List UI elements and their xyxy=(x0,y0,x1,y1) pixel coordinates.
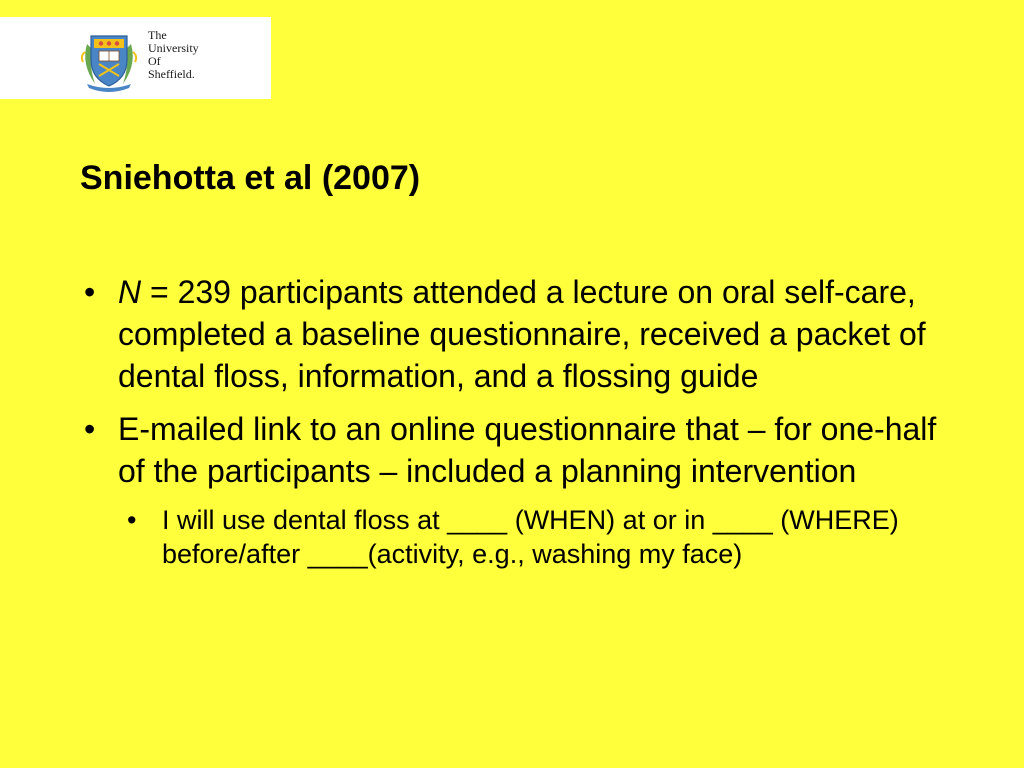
university-name xyxy=(148,29,199,81)
logo-line: Sheffield. xyxy=(148,67,195,81)
slide-title: Sniehotta et al (2007) xyxy=(80,159,421,197)
sub-bullet-text: I will use dental floss at ____ (WHEN) at or in ____ (WHERE) before/after ____(activity, e.g., washing my face) xyxy=(162,505,899,569)
logo-line: University xyxy=(148,41,199,55)
bullet-text: = 239 participants attended a lecture on oral self-care, completed a baseline questionnaire, received a packet of dental floss, information, and a flossing guide xyxy=(118,274,926,394)
bullet-prefix: N xyxy=(118,274,142,310)
bullet-text: E-mailed link to an online questionnaire that – for one-half of the participants – included a planning intervention xyxy=(118,411,937,489)
bullet-marker: • xyxy=(84,274,96,310)
logo-line: The xyxy=(148,28,167,42)
logo-line: Of xyxy=(148,54,161,68)
university-logo xyxy=(0,17,271,99)
bullet-item xyxy=(80,408,960,492)
slide-body xyxy=(80,271,960,571)
sub-bullet-item xyxy=(125,503,982,571)
bullet-marker: • xyxy=(127,505,137,535)
bullet-item xyxy=(80,271,960,397)
university-crest-icon xyxy=(77,26,141,92)
bullet-marker: • xyxy=(84,411,96,447)
